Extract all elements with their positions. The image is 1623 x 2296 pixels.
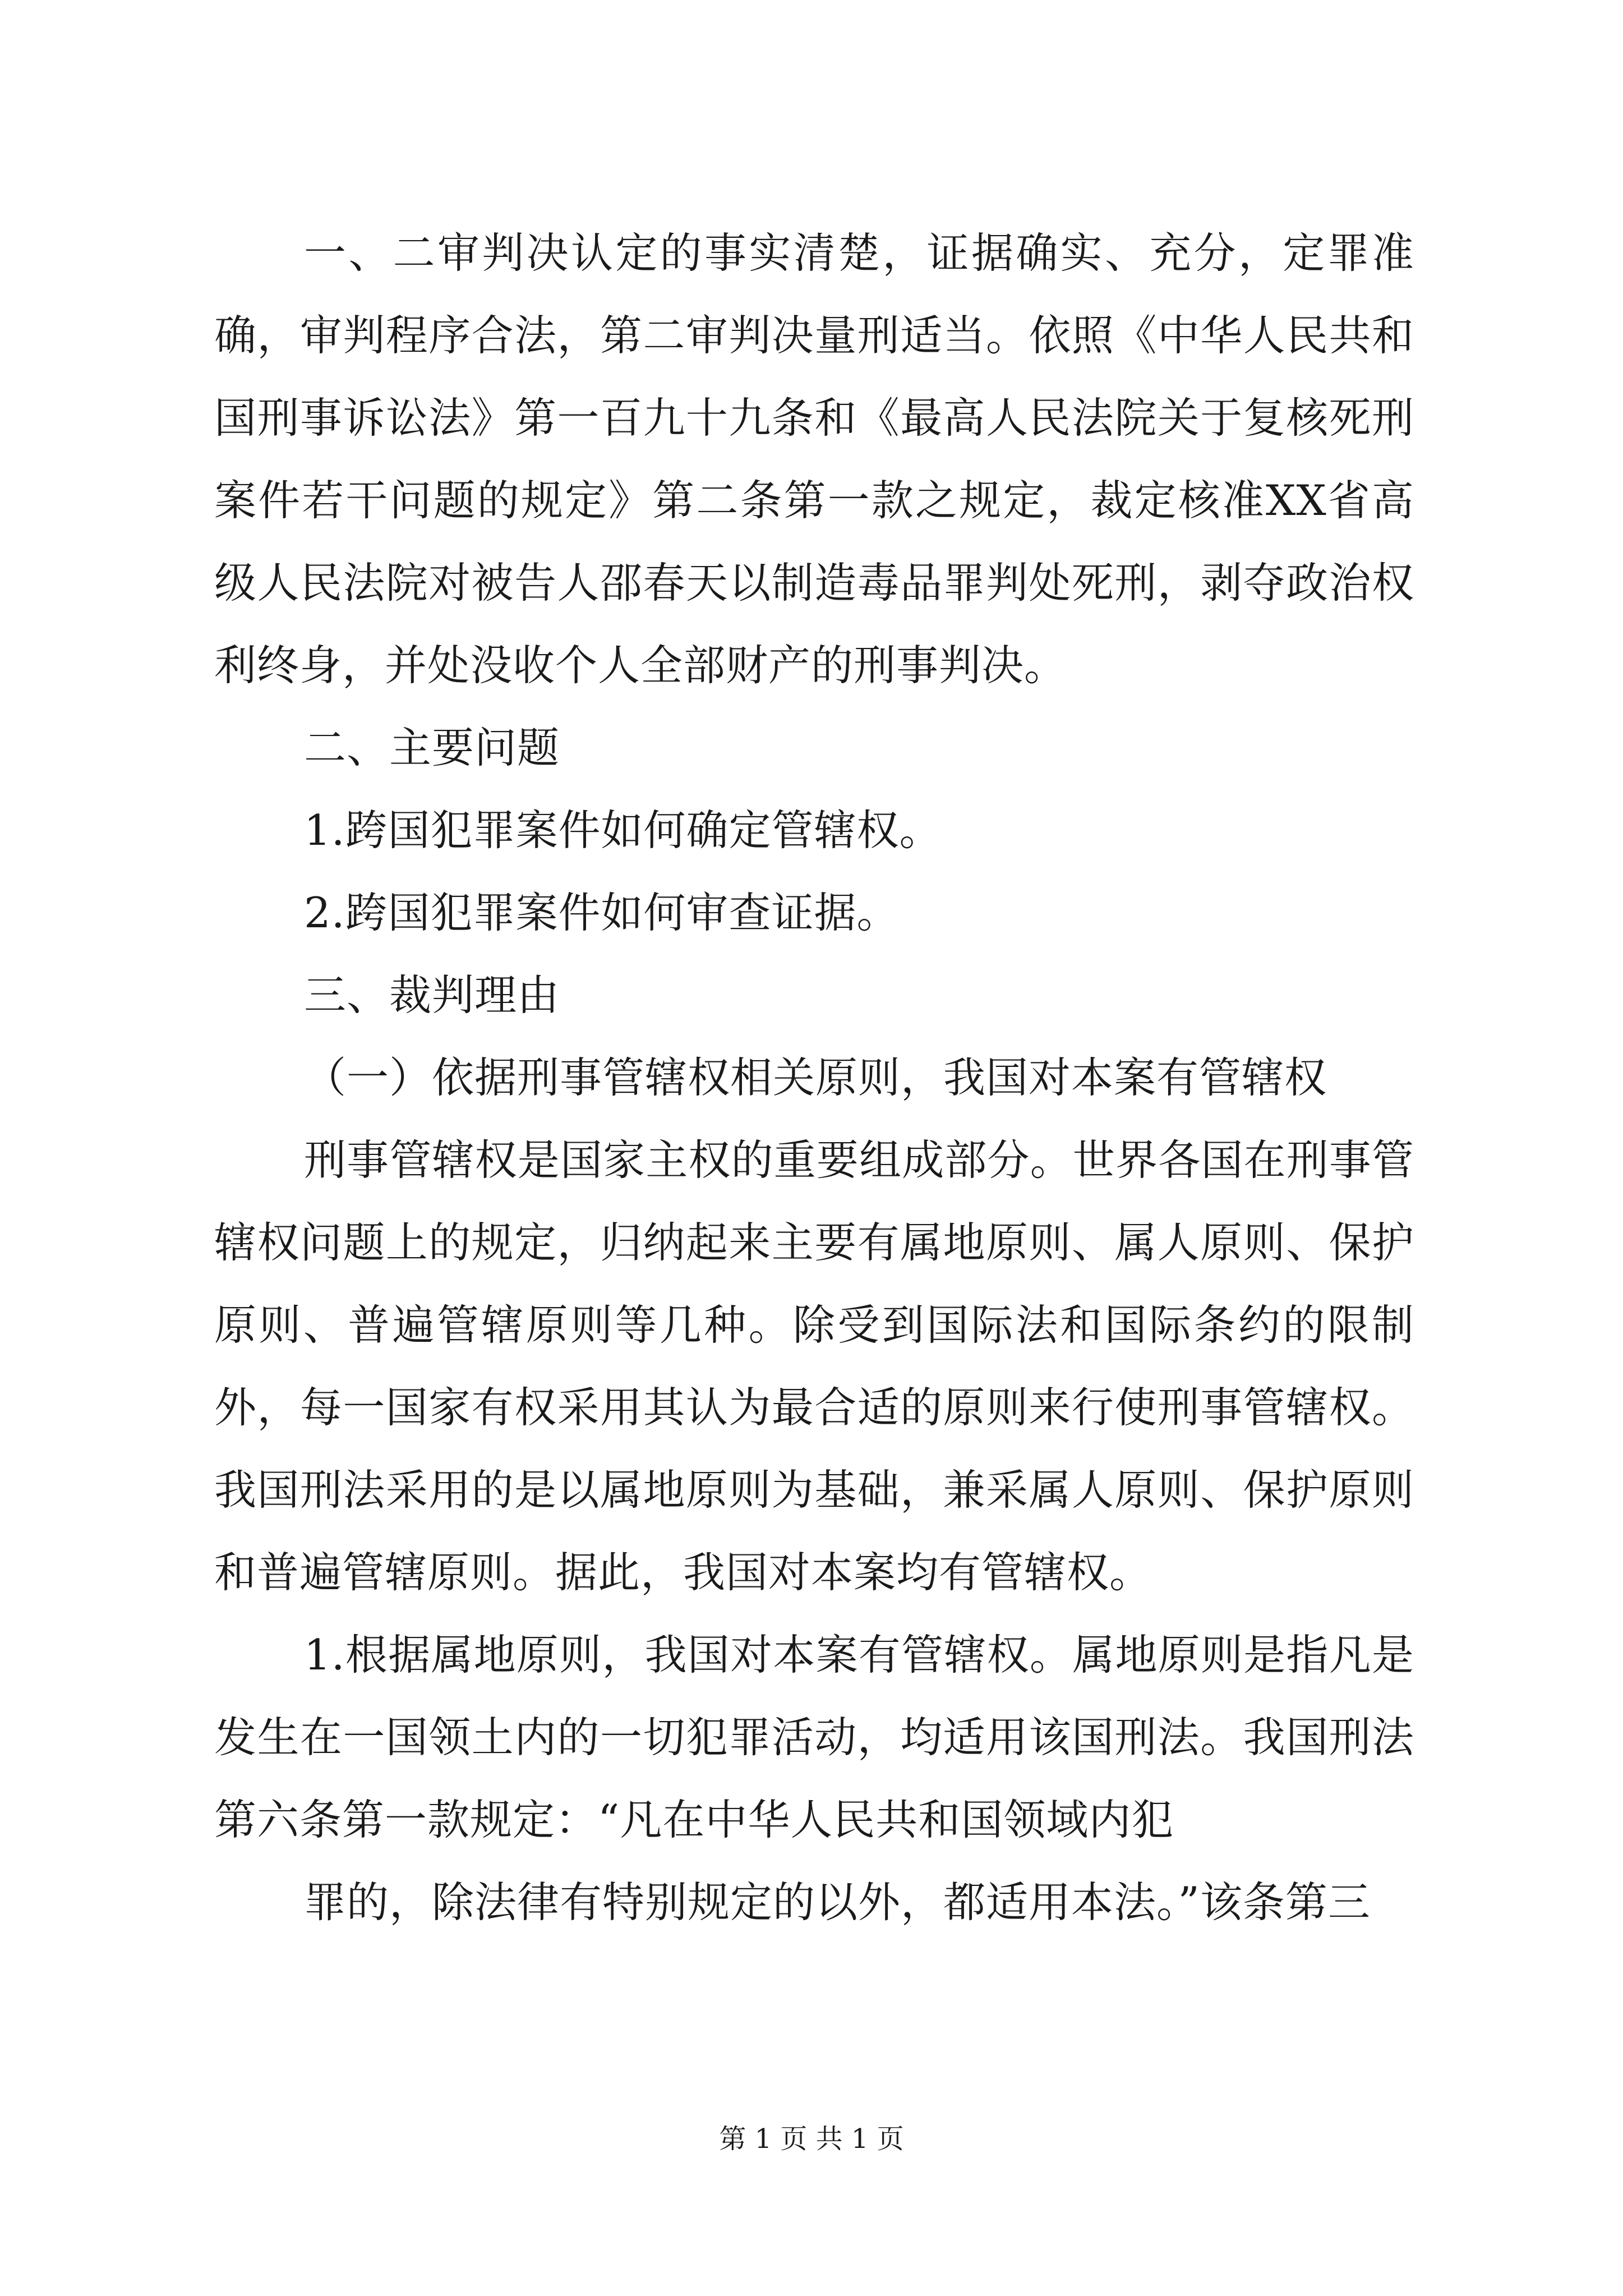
paragraph-verdict: 一、二审判决认定的事实清楚，证据确实、充分，定罪准确，审判程序合法，第二审判决量刑适当。依照《中华人民共和国刑事诉讼法》第一百九十九条和《最高人民法院关于复核死刑案件若干问题的规定》第二条第一款之规定，裁定核准XX省高级人民法院对被告人邵春天以制造毒品罪判处死刑，剥夺政治权利终身，并处没收个人全部财产的刑事判决。 xyxy=(214,228,1414,690)
paragraph-jurisdiction-principles: 刑事管辖权是国家主权的重要组成部分。世界各国在刑事管辖权问题上的规定，归纳起来主要有属地原则、属人原则、保护原则、普遍管辖原则等几种。除受到国际法和国际条约的限制外，每一国家有权采用其认为最合适的原则来行使刑事管辖权。我国刑法采用的是以属地原则为基础，兼采属人原则、保护原则和普遍管辖原则。据此，我国对本案均有管辖权。 xyxy=(214,1135,1414,1597)
list-item-issue-1: 1.跨国犯罪案件如何确定管辖权。 xyxy=(304,806,942,855)
page-footer: 第 1 页 共 1 页 xyxy=(719,2123,904,2155)
document-body xyxy=(214,212,1414,1944)
subheading-jurisdiction: （一）依据刑事管辖权相关原则，我国对本案有管辖权 xyxy=(304,1053,1327,1102)
heading-main-issues: 二、主要问题 xyxy=(304,723,560,772)
paragraph-territorial-principle: 1.根据属地原则，我国对本案有管辖权。属地原则是指凡是发生在一国领土内的一切犯罪活动，均适用该国刑法。我国刑法第六条第一款规定：“凡在中华人民共和国领域内犯 xyxy=(214,1630,1414,1844)
paragraph-continuation: 罪的，除法律有特别规定的以外，都适用本法。”该条第三 xyxy=(304,1878,1371,1927)
heading-reasoning: 三、裁判理由 xyxy=(304,970,560,1020)
list-item-issue-2: 2.跨国犯罪案件如何审查证据。 xyxy=(304,888,900,937)
